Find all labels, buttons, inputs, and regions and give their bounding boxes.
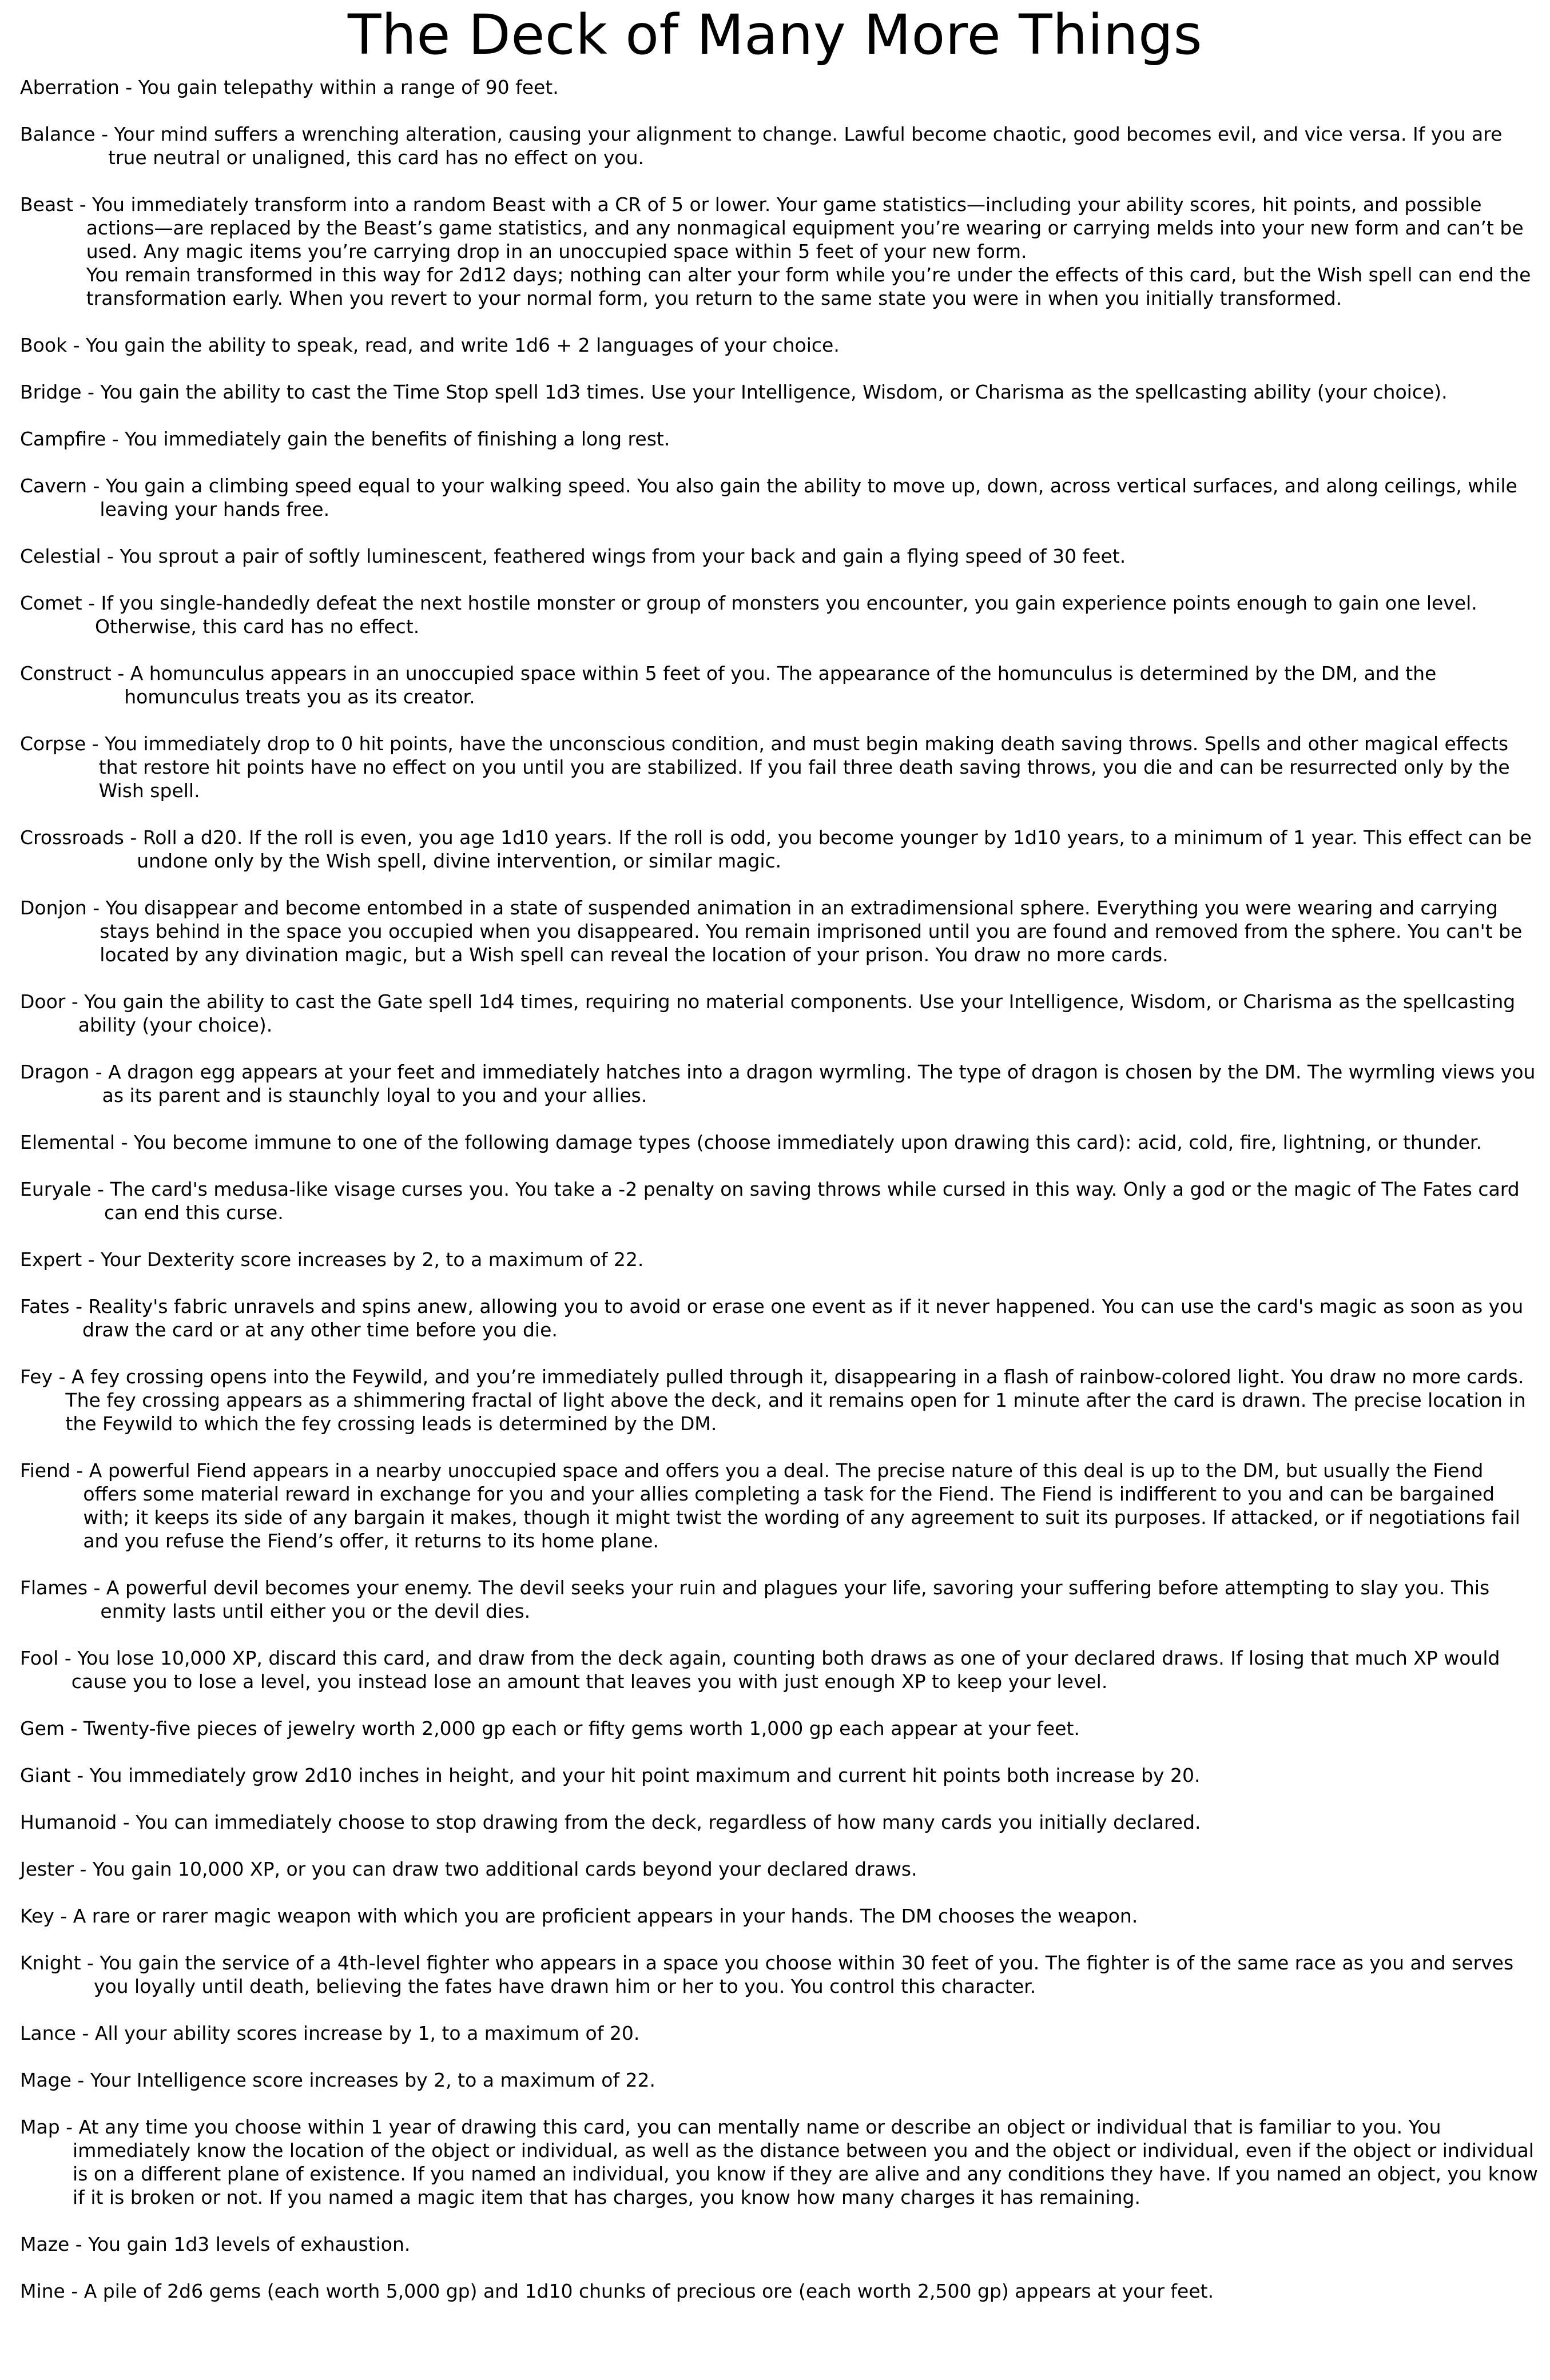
card-description: Crossroads - Roll a d20. If the roll is even, you age 1d10 years. If the roll is odd, you become younger by 1d10 years, to a minimum of 1 year. This effect can be undone only by the Wish spell, divine intervention, or similar magic. <box>20 826 1532 872</box>
card-entry-gem <box>20 1717 1540 1740</box>
card-description: Construct - A homunculus appears in an unoccupied space within 5 feet of you. The appearance of the homunculus is determined by the DM, and the homunculus treats you as its creator. <box>20 662 1437 708</box>
card-entry-mine <box>20 2279 1540 2303</box>
card-description: Key - A rare or rarer magic weapon with which you are proficient appears in your hands. The DM chooses the weapon. <box>20 1905 1138 1927</box>
card-entry-flames <box>20 1576 1540 1623</box>
card-description: Celestial - You sprout a pair of softly luminescent, feathered wings from your back and gain a flying speed of 30 feet. <box>20 545 1126 567</box>
card-description: Fates - Reality's fabric unravels and spins anew, allowing you to avoid or erase one event as if it never happened. You can use the card's magic as soon as you draw the card or at any other time before you die. <box>20 1295 1524 1341</box>
card-description: Corpse - You immediately drop to 0 hit points, have the unconscious condition, and must begin making death saving throws. Spells and other magical effects that restore hit points have no effect on you until you are stabilized. If you fail three death saving throws, you die and can be resurrected only by the Wish spell. <box>20 733 1510 802</box>
card-description: Flames - A powerful devil becomes your enemy. The devil seeks your ruin and plagues your life, savoring your suffering before attempting to slay you. This enmity lasts until either you or the devil dies. <box>20 1577 1490 1622</box>
card-entry-giant <box>20 1764 1540 1787</box>
card-description: Fool - You lose 10,000 XP, discard this card, and draw from the deck again, counting both draws as one of your declared draws. If losing that much XP would cause you to lose a level, you instead lose an amount that leaves you with just enough XP to keep your level. <box>20 1647 1500 1693</box>
card-description: Fiend - A powerful Fiend appears in a nearby unoccupied space and offers you a deal. The precise nature of this deal is up to the DM, but usually the Fiend offers some material reward in exchange for you and your allies completing a task for the Fiend. The Fiend is indifferent to you and can be bargained with; it keeps its side of any bargain it makes, though it might twist the wording of any agreement to suit its purposes. If attacked, or if negotiations fail and you refuse the Fiend’s offer, it returns to its home plane. <box>20 1459 1520 1552</box>
card-entry-celestial <box>20 544 1540 568</box>
card-entry-donjon <box>20 896 1540 966</box>
card-entry-fool <box>20 1646 1540 1693</box>
card-entry-campfire <box>20 427 1540 451</box>
card-entry-book <box>20 333 1540 357</box>
card-description: Euryale - The card's medusa-like visage curses you. You take a -2 penalty on saving throws while cursed in this way. Only a god or the magic of The Fates card can end this curse. <box>20 1178 1520 1224</box>
card-description: Balance - Your mind suffers a wrenching alteration, causing your alignment to change. Lawful become chaotic, good becomes evil, and vice versa. If you are true neutral or unaligned, this card has no effect on you. <box>20 123 1503 169</box>
card-entry-knight <box>20 1951 1540 1998</box>
card-description: Gem - Twenty-five pieces of jewelry worth 2,000 gp each or fifty gems worth 1,000 gp each appear at your feet. <box>20 1717 1080 1740</box>
card-description: Aberration - You gain telepathy within a range of 90 feet. <box>20 76 559 98</box>
card-description: Lance - All your ability scores increase by 1, to a maximum of 20. <box>20 2022 640 2044</box>
card-description: Map - At any time you choose within 1 year of drawing this card, you can mentally name or describe an object or individual that is familiar to you. You immediately know the location of the object or individual, as well as the distance between you and the object or individual, even if the object or individual is on a different plane of existence. If you named an individual, you know if they are alive and any conditions they have. If you named an object, you know if it is broken or not. If you named a magic item that has charges, you know how many charges it has remaining. <box>20 2116 1538 2208</box>
card-entry-crossroads <box>20 826 1540 873</box>
card-entry-beast <box>20 193 1540 310</box>
card-entry-fey <box>20 1365 1540 1435</box>
card-description: Donjon - You disappear and become entombed in a state of suspended animation in an extradimensional sphere. Everything you were wearing and carrying stays behind in the space you occupied when you disappeared. You remain imprisoned until you are found and removed from the sphere. You can't be located by any divination magic, but a Wish spell can reveal the location of your prison. You draw no more cards. <box>20 897 1523 966</box>
card-description-continued: You remain transformed in this way for 2d12 days; nothing can alter your form while you’re under the effects of this card, but the Wish spell can end the transformation early. When you revert to your normal form, you return to the same state you were in when you initially transformed. <box>86 264 1531 309</box>
card-entry-euryale <box>20 1177 1540 1224</box>
card-description: Book - You gain the ability to speak, read, and write 1d6 + 2 languages of your choice. <box>20 334 840 356</box>
card-description: Dragon - A dragon egg appears at your feet and immediately hatches into a dragon wyrmling. The type of dragon is chosen by the DM. The wyrmling views you as its parent and is staunchly loyal to you and your allies. <box>20 1061 1536 1107</box>
card-description: Mine - A pile of 2d6 gems (each worth 5,000 gp) and 1d10 chunks of precious ore (each worth 2,500 gp) appears at your feet. <box>20 2280 1214 2302</box>
card-description: Door - You gain the ability to cast the Gate spell 1d4 times, requiring no material components. Use your Intelligence, Wisdom, or Charisma as the spellcasting ability (your choice). <box>20 990 1516 1036</box>
card-entry-expert <box>20 1248 1540 1271</box>
card-entry-maze <box>20 2232 1540 2256</box>
card-description: Humanoid - You can immediately choose to stop drawing from the deck, regardless of how many cards you initially declared. <box>20 1811 1201 1833</box>
card-entry-humanoid <box>20 1810 1540 1834</box>
card-entry-corpse <box>20 732 1540 802</box>
card-entry-construct <box>20 662 1540 709</box>
card-description: Bridge - You gain the ability to cast the Time Stop spell 1d3 times. Use your Intelligence, Wisdom, or Charisma as the spellcasting ability (your choice). <box>20 381 1448 403</box>
card-entry-jester <box>20 1857 1540 1881</box>
card-entry-bridge <box>20 380 1540 404</box>
card-description: Giant - You immediately grow 2d10 inches in height, and your hit point maximum and current hit points both increase by 20. <box>20 1764 1201 1786</box>
card-description: Fey - A fey crossing opens into the Feywild, and you’re immediately pulled through it, disappearing in a flash of rainbow-colored light. You draw no more cards. <box>20 1366 1524 1388</box>
card-description: Cavern - You gain a climbing speed equal to your walking speed. You also gain the ability to move up, down, across vertical surfaces, and along ceilings, while leaving your hands free. <box>20 475 1517 520</box>
card-entry-door <box>20 990 1540 1037</box>
card-description: Maze - You gain 1d3 levels of exhaustion. <box>20 2233 411 2255</box>
card-entry-cavern <box>20 474 1540 521</box>
card-entry-lance <box>20 2021 1540 2045</box>
page-title: The Deck of Many More Things <box>347 3 1203 67</box>
card-description: Beast - You immediately transform into a random Beast with a CR of 5 or lower. Your game statistics—including your ability scores, hit points, and possible actions—are replaced by the Beast’s game statistics, and any nonmagical equipment you’re wearing or carrying melds into your new form and can’t be used. Any magic items you’re carrying drop in an unoccupied space within 5 feet of your new form. <box>20 193 1524 262</box>
card-description: Expert - Your Dexterity score increases by 2, to a maximum of 22. <box>20 1248 644 1271</box>
card-description: Comet - If you single-handedly defeat the next hostile monster or group of monsters you encounter, you gain experience points enough to gain one level. Otherwise, this card has no effect. <box>20 592 1477 638</box>
card-description: Knight - You gain the service of a 4th-level fighter who appears in a space you choose within 30 feet of you. The fighter is of the same race as you and serves you loyally until death, believing the fates have drawn him or her to you. You control this character. <box>20 1952 1514 1997</box>
card-entry-aberration <box>20 75 1540 99</box>
card-entry-comet <box>20 591 1540 638</box>
card-description: Mage - Your Intelligence score increases by 2, to a maximum of 22. <box>20 2069 656 2091</box>
card-entry-key <box>20 1904 1540 1928</box>
card-entry-fiend <box>20 1459 1540 1553</box>
card-description: Jester - You gain 10,000 XP, or you can draw two additional cards beyond your declared draws. <box>20 1858 917 1880</box>
card-entry-map <box>20 2115 1540 2209</box>
card-description: Campfire - You immediately gain the benefits of finishing a long rest. <box>20 428 670 450</box>
card-entry-mage <box>20 2068 1540 2092</box>
card-entry-list <box>20 75 1540 2326</box>
card-entry-fates <box>20 1295 1540 1342</box>
card-entry-dragon <box>20 1060 1540 1107</box>
card-entry-balance <box>20 122 1540 169</box>
card-description: Elemental - You become immune to one of the following damage types (choose immediately upon drawing this card): acid, cold, fire, lightning, or thunder. <box>20 1131 1482 1153</box>
card-entry-elemental <box>20 1131 1540 1154</box>
card-description-continued: The fey crossing appears as a shimmering fractal of light above the deck, and it remains open for 1 minute after the card is drawn. The precise location in the Feywild to which the fey crossing leads is determined by the DM. <box>65 1389 1526 1435</box>
